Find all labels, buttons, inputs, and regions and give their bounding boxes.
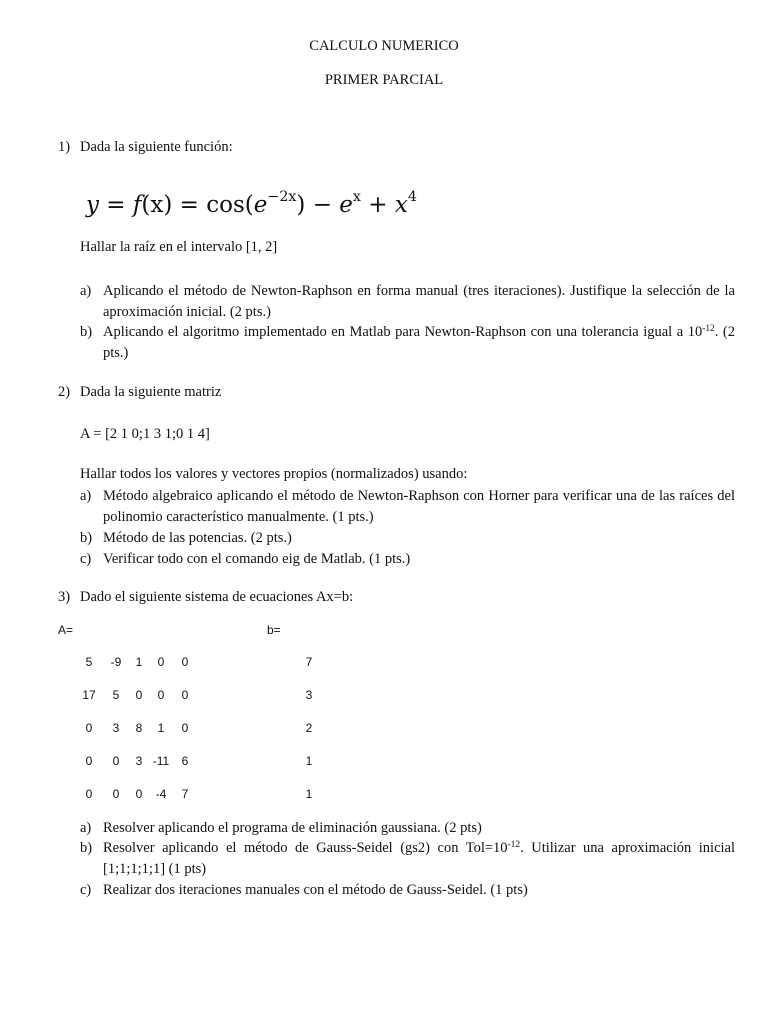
matrix-a-label: A= — [58, 623, 74, 637]
question-number: 3) — [58, 589, 71, 605]
q2-item-c: c) Verificar todo con el comando eig de Matlab. (1 pts.) — [80, 551, 411, 567]
q1-item-a: a) Aplicando el método de Newton-Raphson en forma manual (tres iteraciones). Justifique la selección de la aproximación inicial. (2 pts.) — [80, 283, 735, 320]
vector-b-cell: 3 — [305, 688, 313, 702]
matrix-a-cell: -4 — [155, 787, 167, 801]
question-text: Dada la siguiente matriz — [80, 384, 222, 400]
q1-item-b: b) Aplicando el algoritmo implementado en Matlab para Newton-Raphson con una tolerancia igual a $10^{-12}$. (2 pts.) — [80, 323, 735, 361]
matrix-a-cell: 8 — [135, 721, 143, 735]
vector-b-label: b= — [267, 623, 281, 637]
q3-item-a: a) Resolver aplicando el programa de eliminación gaussiana. (2 pts) — [80, 820, 482, 836]
matrix-a-cell: 0 — [157, 655, 165, 669]
matrix-a-cell: 0 — [157, 688, 165, 702]
matrix-a-cell: 6 — [181, 754, 189, 768]
matrix-a-cell: 17 — [82, 688, 96, 702]
q3-item-c: c) Realizar dos iteraciones manuales con el método de Gauss-Seidel. (1 pts) — [80, 882, 528, 898]
q2-item-a: a) Método algebraico aplicando el método de Newton-Raphson con Horner para verificar una de las raíces del polinomio característico manualmente. (1 pts.) — [80, 488, 735, 525]
function-formula: $y = f(x) = \cos(e^{-2x}) - e^x + x^4$ — [86, 189, 417, 218]
matrix-a-cell: 0 — [112, 787, 120, 801]
question-number: 1) — [58, 139, 71, 155]
exam-title: CALCULO NUMERICO — [309, 38, 459, 54]
matrix-a-cell: 5 — [112, 688, 120, 702]
matrix-a-cell: 1 — [157, 721, 165, 735]
exam-subtitle: PRIMER PARCIAL — [324, 72, 444, 88]
matrix-a-cell: 3 — [112, 721, 120, 735]
vector-b-cell: 7 — [305, 655, 313, 669]
question-text: Dada la siguiente función: — [80, 139, 233, 155]
matrix-a-cell: 0 — [181, 688, 189, 702]
matrix-a-cell: 0 — [181, 721, 189, 735]
question-number: 2) — [58, 384, 71, 400]
matrix-a-cell: 0 — [181, 655, 189, 669]
matrix-a-cell: 0 — [85, 754, 93, 768]
matrix-a-cell: -9 — [110, 655, 122, 669]
vector-b-cell: 2 — [305, 721, 313, 735]
q3-item-b: b) Resolver aplicando el método de Gauss-Seidel (gs2) con $Tol=10^{-12}$. Utilizar una aproximación inicial [1;1;1;1;1] (1 pts) — [80, 839, 735, 877]
matrix-a-cell: 0 — [85, 787, 93, 801]
eigen-instruction: Hallar todos los valores y vectores propios (normalizados) usando: — [80, 466, 468, 482]
q2-item-b: b) Método de las potencias. (2 pts.) — [80, 530, 292, 546]
matrix-a-cell: 0 — [85, 721, 93, 735]
matrix-a-cell: 3 — [135, 754, 143, 768]
vector-b-cell: 1 — [305, 754, 313, 768]
matrix-a-cell: 0 — [135, 787, 143, 801]
matrix-a-cell: 1 — [135, 655, 143, 669]
matrix-a-cell: -11 — [152, 754, 170, 768]
matrix-definition: A = [2 1 0;1 3 1;0 1 4] — [80, 426, 210, 442]
question-text: Dado el siguiente sistema de ecuaciones Ax=b: — [80, 589, 354, 605]
matrix-a-cell: 0 — [112, 754, 120, 768]
matrix-a-cell: 7 — [181, 787, 189, 801]
matrix-a-cell: 0 — [135, 688, 143, 702]
root-instruction: Hallar la raíz en el intervalo [1, 2] — [80, 239, 278, 255]
matrix-a-cell: 5 — [85, 655, 93, 669]
vector-b-cell: 1 — [305, 787, 313, 801]
